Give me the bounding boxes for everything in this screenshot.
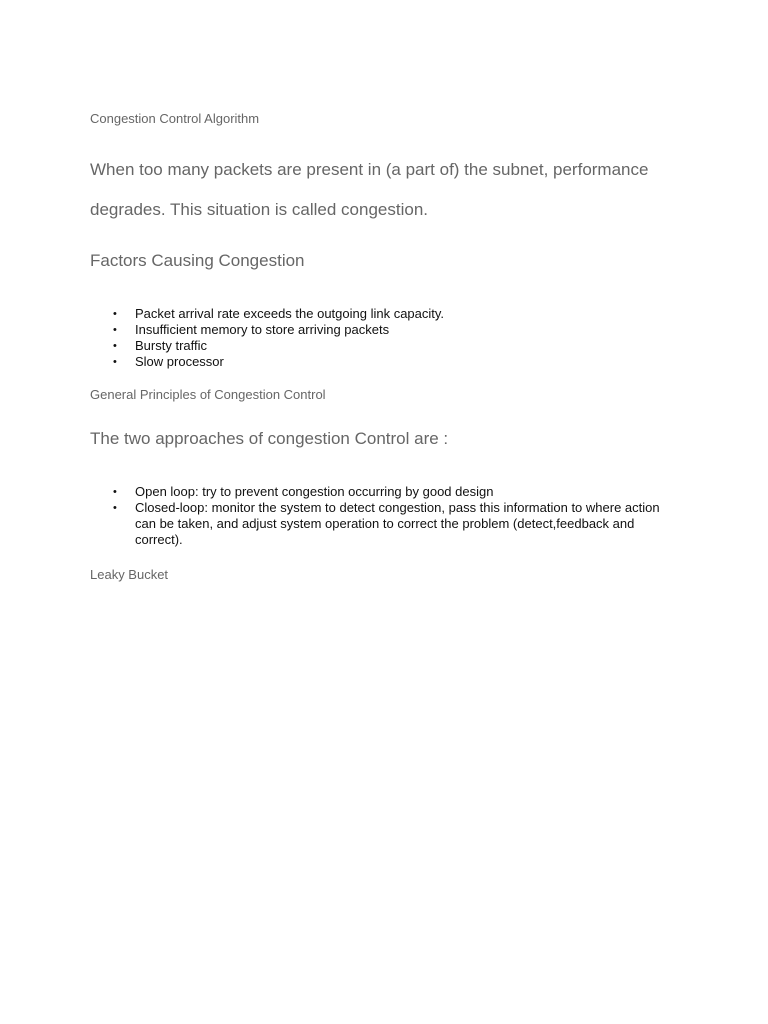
approaches-list <box>90 484 680 548</box>
approaches-heading: The two approaches of congestion Control are : <box>90 429 449 448</box>
intro-paragraph: When too many packets are present in (a part of) the subnet, performance degrades. This situation is called congestion. <box>90 160 649 219</box>
bullet-icon: • <box>113 324 117 336</box>
list-item-text: Packet arrival rate exceeds the outgoing link capacity. <box>135 306 445 321</box>
list-item <box>113 322 680 338</box>
list-item <box>113 484 680 500</box>
bullet-icon: • <box>113 340 117 352</box>
list-item-text: Insufficient memory to store arriving packets <box>135 322 390 337</box>
leaky-bucket-heading: Leaky Bucket <box>90 567 169 582</box>
factors-list <box>90 306 680 370</box>
principles-heading: General Principles of Congestion Control <box>90 387 326 402</box>
list-item-text: Closed-loop: monitor the system to detect congestion, pass this information to where action can be taken, and adjust system operation to correct the problem (detect,feedback and correct). <box>135 500 660 547</box>
list-item-text: Open loop: try to prevent congestion occurring by good design <box>135 484 494 499</box>
list-item <box>113 338 680 354</box>
bullet-icon: • <box>113 502 117 514</box>
factors-heading: Factors Causing Congestion <box>90 251 305 270</box>
list-item <box>113 500 680 548</box>
bullet-icon: • <box>113 356 117 368</box>
list-item <box>113 354 680 370</box>
list-item-text: Bursty traffic <box>135 338 208 353</box>
list-item-text: Slow processor <box>135 354 224 369</box>
bullet-icon: • <box>113 486 117 498</box>
document-title: Congestion Control Algorithm <box>90 111 260 126</box>
bullet-icon: • <box>113 308 117 320</box>
document-content <box>90 110 680 584</box>
list-item <box>113 306 680 322</box>
